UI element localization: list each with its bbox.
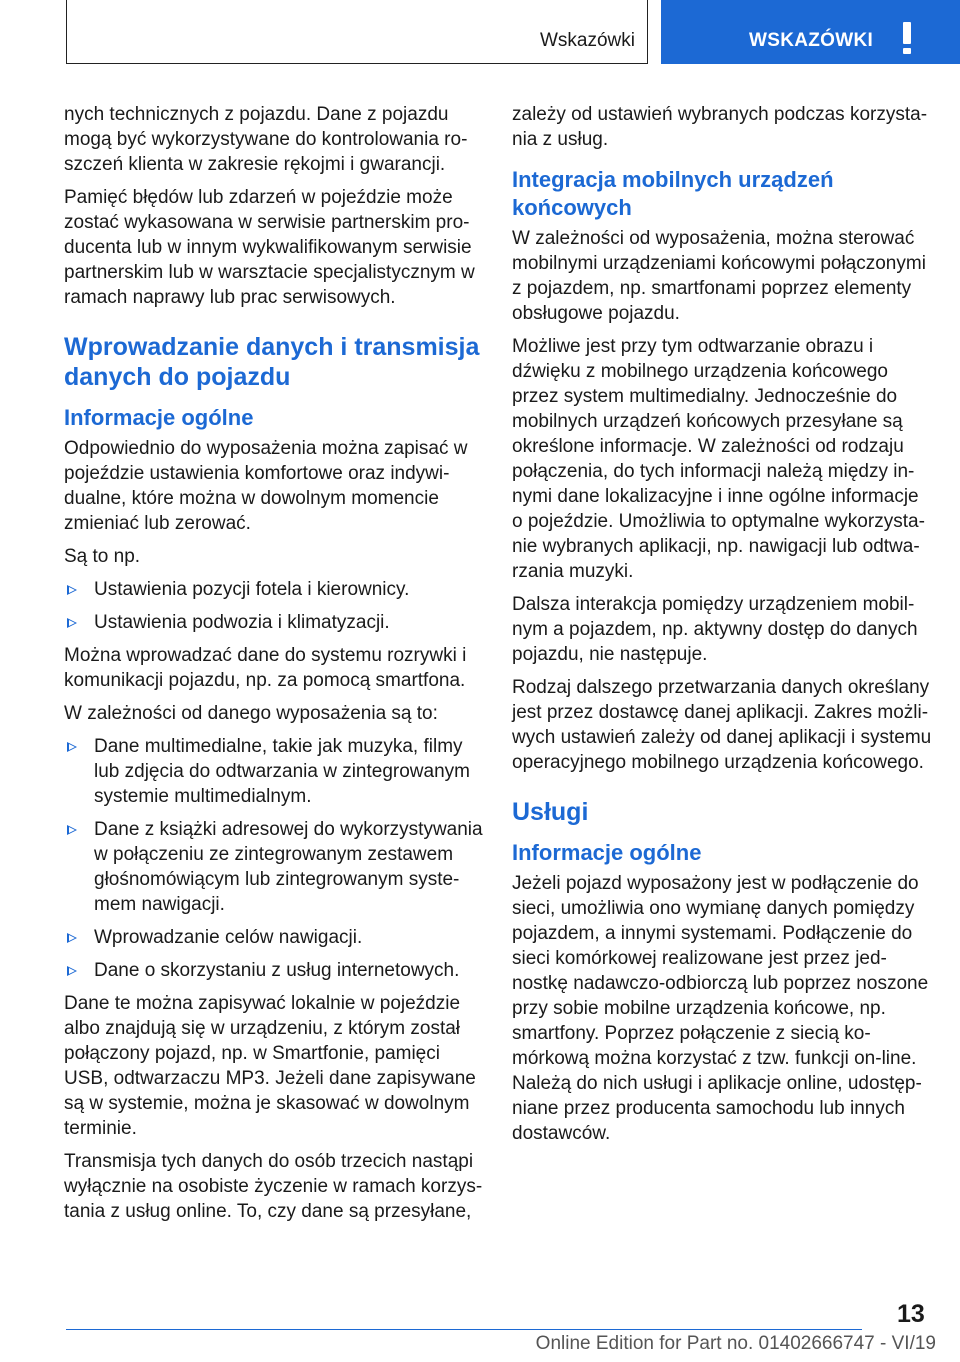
paragraph: Jeżeli pojazd wyposażony jest w podłączenie do sieci, umożliwia ono wymianę danych pomiędzy pojazdem, a innymi systemami. Podłączenie do sieci komórkowej realizowane jest przez jednostkę nadawczo-odbiorczą lub poprzez noszone przy sobie mobilne urządzenia końcowe, np. smartfony. Poprzez połączenie z siecią komórkową można korzystać z tzw. funkcji on-line. Należą do nich usługi i aplikacje online, udostępniane przez producenta samochodu lub innych dostawców.: [512, 873, 929, 1144]
header-chapter-label: WSKAZÓWKI: [749, 30, 874, 51]
paragraph: zależy od ustawień wybranych podczas korzystania z usług.: [512, 104, 928, 150]
list-item: Dane multimedialne, takie jak muzyka, filmy lub zdjęcia do odtwarzania w zintegrowanym systemie multimedialnym.: [64, 734, 484, 809]
subsection-heading: Integracja mobilnych urządzeń końcowych: [512, 167, 834, 220]
paragraph: Dane te można zapisywać lokalnie w pojeździe albo znajdują się w urządzeniu, z którym został połączony pojazd, np. w Smartfonie, pamięci USB, odtwarzaczu MP3. Jeżeli dane zapisywane są w systemie, można je skasować w dowolnym terminie.: [64, 993, 476, 1139]
paragraph: W zależności od danego wyposażenia są to:: [64, 703, 438, 724]
paragraph: Transmisja tych danych do osób trzecich nastąpi wyłącznie na osobiste życzenie w ramach korzystania z usług online. To, czy dane są przesyłane,: [64, 1151, 483, 1222]
triangle-bullet-icon: [67, 933, 77, 943]
list-item: Dane o skorzystaniu z usług internetowych.: [64, 958, 484, 983]
subsection-heading: Informacje ogólne: [512, 840, 702, 865]
page-number: 13: [897, 1300, 925, 1328]
paragraph: nych technicznych z pojazdu. Dane z pojazdu mogą być wykorzystywane do kontrolowania roszczeń klienta w zakresie rękojmi i gwarancji.: [64, 104, 468, 175]
list-item: Dane z książki adresowej do wykorzystywania w połączeniu ze zintegrowanym zestawem głośnomówiącym lub zintegrowanym systemem nawigacji.: [64, 817, 484, 917]
header-chapter-tab: [661, 0, 960, 64]
paragraph: Pamięć błędów lub zdarzeń w pojeździe może zostać wykasowana w serwisie partnerskim producenta lub w innym wykwalifikowanym serwisie partnerskim lub w warsztacie specjalistycznym w ramach naprawy lub prac serwisowych.: [64, 187, 475, 308]
paragraph: Są to np.: [64, 546, 141, 567]
footer-edition: Online Edition for Part no. 01402666747 - VI/19: [535, 1333, 936, 1354]
paragraph: Odpowiednio do wyposażenia można zapisać w pojeździe ustawienia komfortowe oraz indywidualne, które można w dowolnym momencie zmieniać lub zerować.: [64, 438, 468, 534]
paragraph: Rodzaj dalszego przetwarzania danych określany jest przez dostawcę danej aplikacji. Zakres możliwych ustawień zależy od danej aplikacji i systemu operacyjnego mobilnego urządzenia końcowego.: [512, 677, 932, 773]
right-column: [512, 100, 932, 1154]
exclamation-icon: [901, 22, 913, 54]
paragraph: W zależności od wyposażenia, można sterować mobilnymi urządzeniami końcowymi połączonymi z pojazdem, np. smartfonami poprzez elementy obsługowe pojazdu.: [512, 228, 926, 324]
bullet-list: [64, 734, 484, 983]
bullet-list: [64, 577, 484, 635]
triangle-bullet-icon: [67, 825, 77, 835]
footer-divider: [66, 1329, 862, 1330]
triangle-bullet-icon: [67, 618, 77, 628]
triangle-bullet-icon: [67, 585, 77, 595]
paragraph: Można wprowadzać dane do systemu rozrywki i komunikacji pojazdu, np. za pomocą smartfona.: [64, 645, 467, 691]
list-item: Ustawienia pozycji fotela i kierownicy.: [64, 577, 484, 602]
paragraph: Możliwe jest przy tym odtwarzanie obrazu i dźwięku z mobilnego urządzenia końcowego przez system multimedialny. Jednocześnie do mobilnych urządzeń końcowych przesyłane są określone informacje. W zależności od rodzaju połączenia, do tych informacji należą między innymi dane lokalizacyjne i inne ogólne informacje o pojeździe. Umożliwia to optymalne wykorzystanie wybranych aplikacji, np. nawigacji lub odtwarzania muzyki.: [512, 336, 925, 582]
triangle-bullet-icon: [67, 742, 77, 752]
header-section-title: Wskazówki: [539, 30, 635, 51]
triangle-bullet-icon: [67, 966, 77, 976]
list-item: Wprowadzanie celów nawigacji.: [64, 925, 484, 950]
header-section-box: [66, 0, 648, 64]
section-heading: Usługi: [512, 798, 589, 826]
list-item: Ustawienia podwozia i klimatyzacji.: [64, 610, 484, 635]
section-heading: Wprowadzanie danych i transmisja danych do pojazdu: [64, 333, 480, 391]
paragraph: Dalsza interakcja pomiędzy urządzeniem mobilnym a pojazdem, np. aktywny dostęp do danych pojazdu, nie następuje.: [512, 594, 918, 665]
subsection-heading: Informacje ogólne: [64, 405, 254, 430]
left-column: [64, 100, 484, 1232]
